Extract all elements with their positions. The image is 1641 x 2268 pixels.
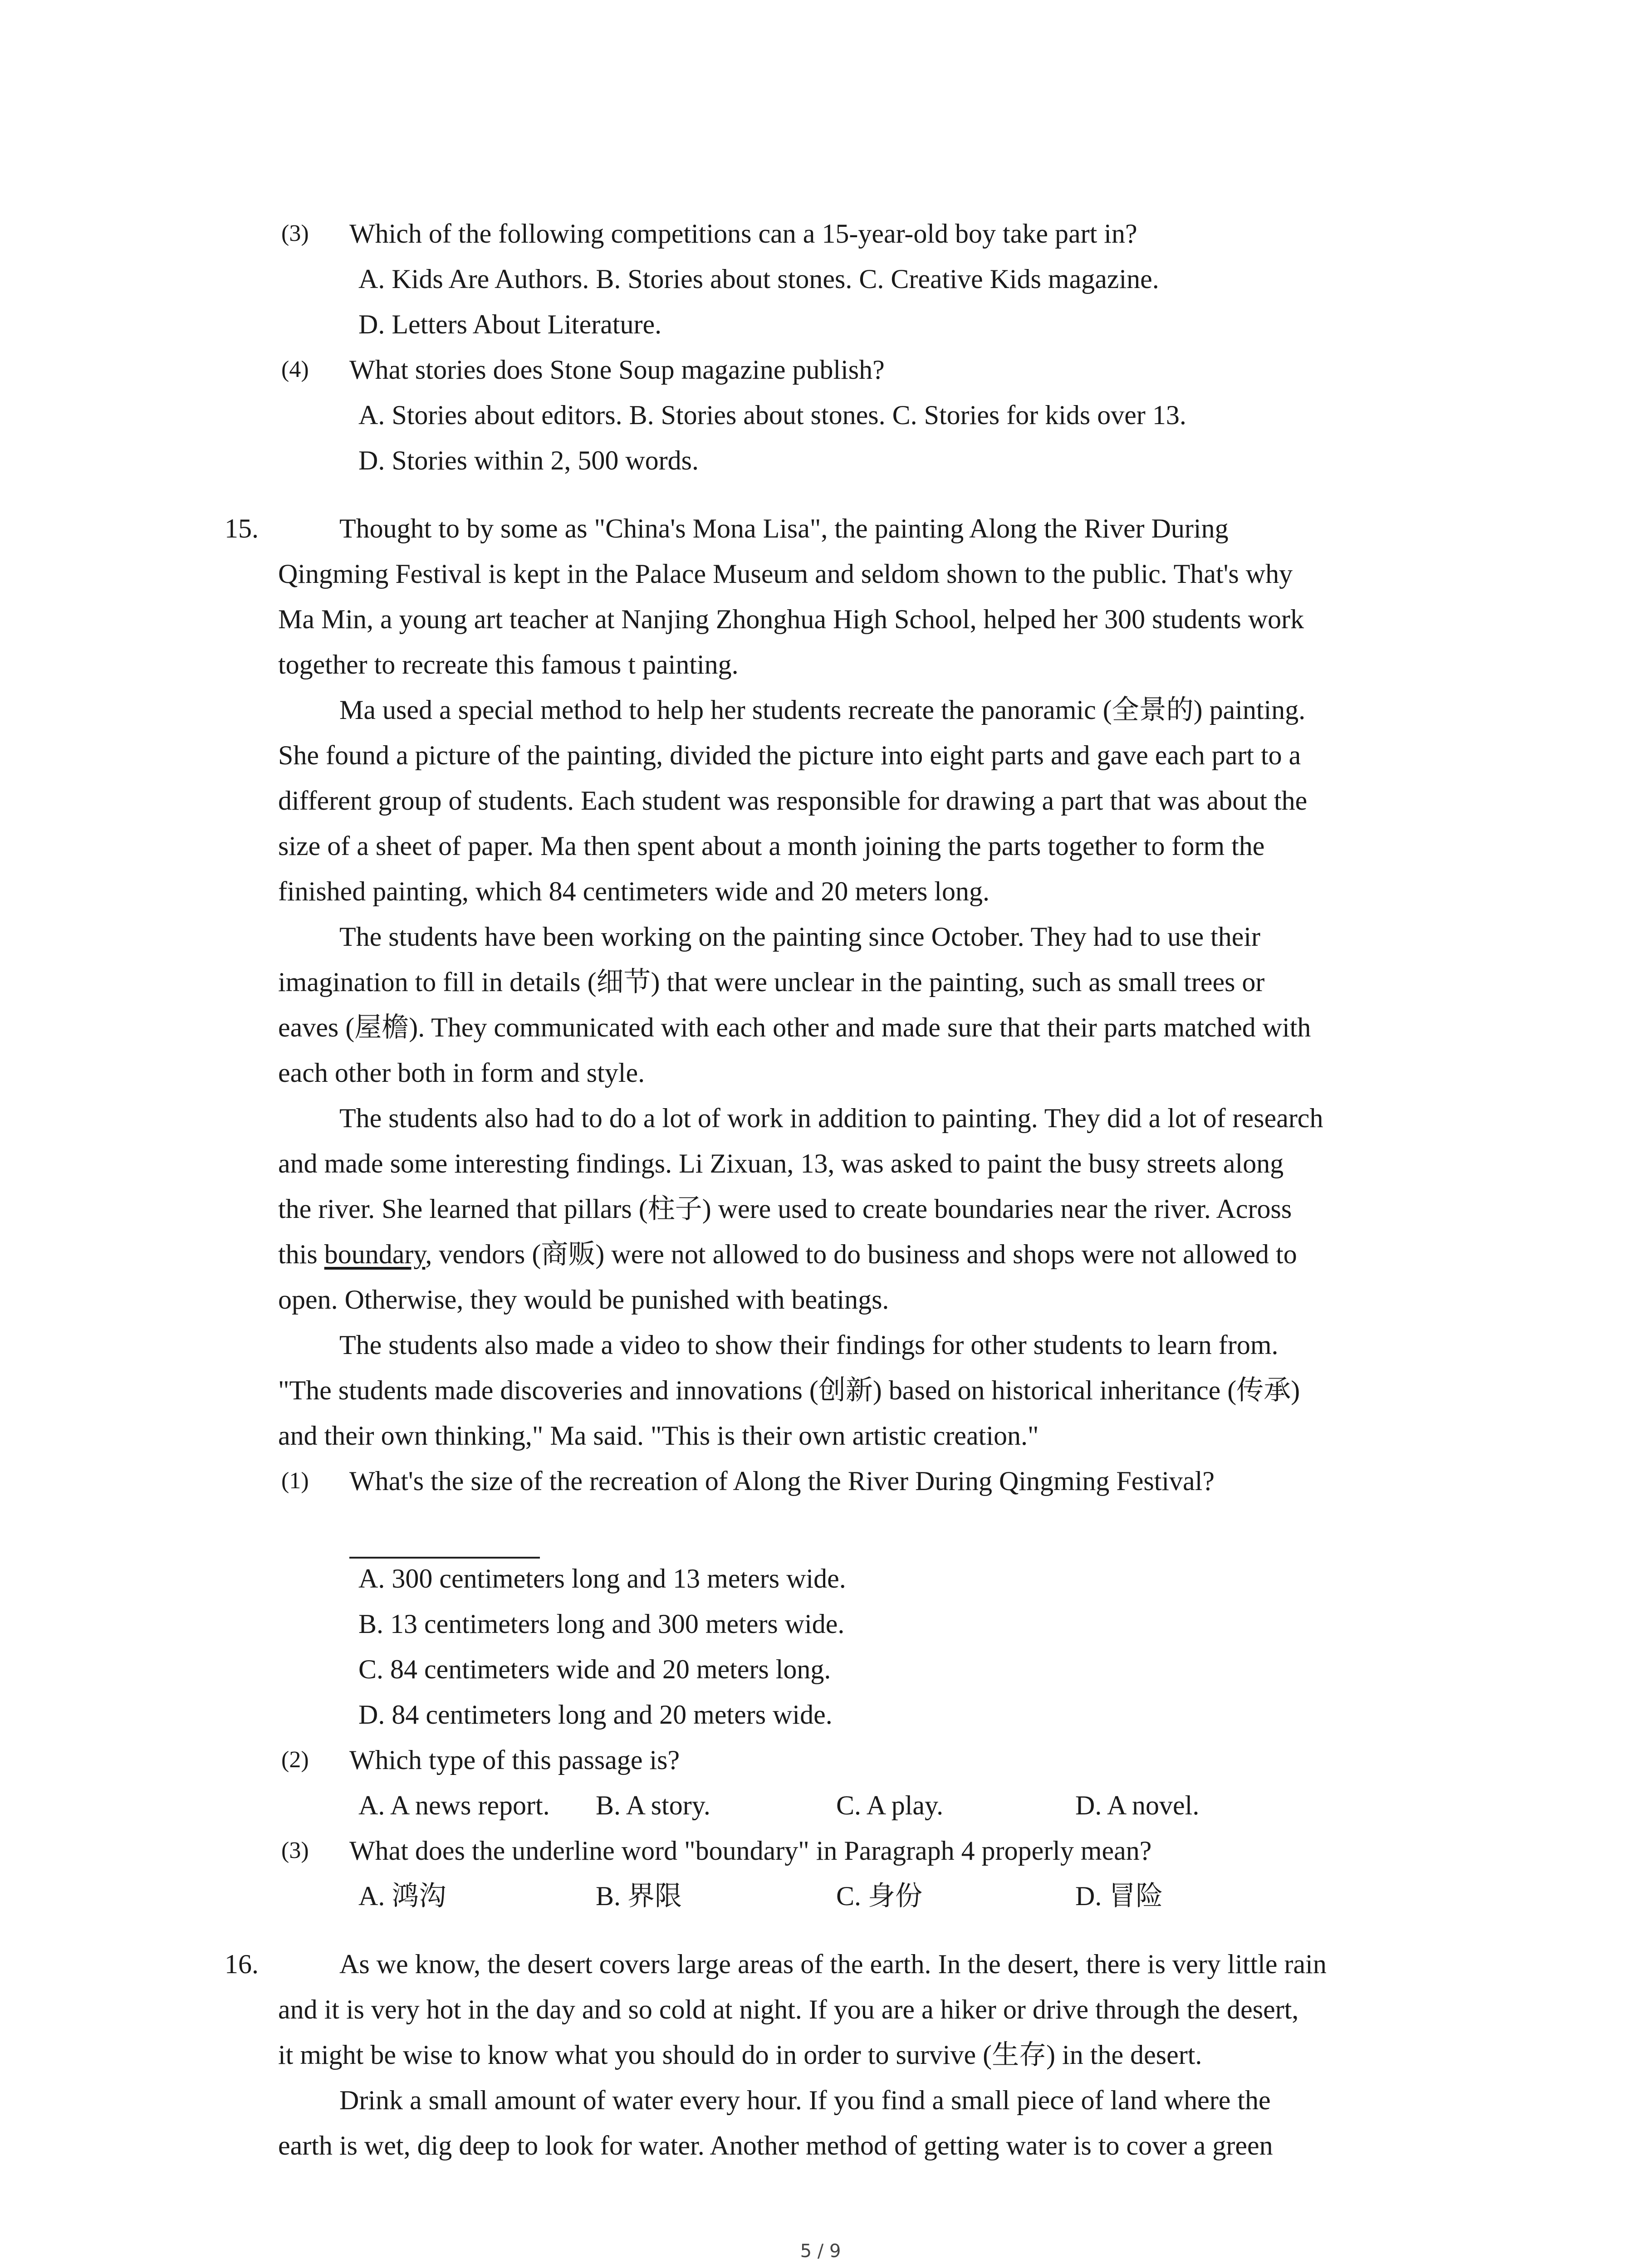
boundary-underlined-word: boundary — [324, 1239, 426, 1269]
q15-p5-line: The students also made a video to show their findings for other students to learn from. — [339, 1330, 1279, 1360]
q15-sub1-number: (1) — [281, 1468, 309, 1494]
q15-sub3-option-a: A. 鸿沟 — [358, 1881, 446, 1911]
q15-p3-line: each other both in form and style. — [278, 1058, 645, 1088]
q15-sub2-option-d: D. A novel. — [1075, 1790, 1200, 1820]
q15-p3-line: eaves (屋檐). They communicated with each other and made sure that their parts matched with — [278, 1012, 1311, 1042]
q15-sub2-option-c: C. A play. — [836, 1790, 944, 1820]
q15-p3-line: imagination to fill in details (细节) that were unclear in the painting, such as small trees or — [278, 967, 1265, 997]
q15-p2-line: She found a picture of the painting, divided the picture into eight parts and gave each part to a — [278, 740, 1301, 770]
q15-p3-line: The students have been working on the painting since October. They had to use their — [339, 922, 1261, 952]
q15-sub1-option: B. 13 centimeters long and 300 meters wide. — [358, 1609, 845, 1639]
q16-p1-line: As we know, the desert covers large areas of the earth. In the desert, there is very little rain — [339, 1949, 1327, 1979]
q15-p1-line: together to recreate this famous t painting. — [278, 650, 739, 679]
q15-sub3-question: What does the underline word "boundary" in Paragraph 4 properly mean? — [349, 1836, 1152, 1866]
q15-p4-line4-post: , vendors (商贩) were not allowed to do business and shops were not allowed to — [425, 1239, 1297, 1269]
q15-p2-line: different group of students. Each student was responsible for drawing a part that was about the — [278, 786, 1308, 816]
q16-p1-line: and it is very hot in the day and so cold at night. If you are a hiker or drive through the desert, — [278, 1994, 1299, 2024]
q15-p4-line4-pre: this — [278, 1239, 324, 1269]
q15-p2-line: size of a sheet of paper. Ma then spent about a month joining the parts together to form the — [278, 831, 1265, 861]
q14-sub4-options-line1: A. Stories about editors. B. Stories about stones. C. Stories for kids over 13. — [358, 400, 1186, 430]
q15-p1-line: Qingming Festival is kept in the Palace Museum and seldom shown to the public. That's why — [278, 559, 1293, 589]
q15-p2-line: finished painting, which 84 centimeters wide and 20 meters long. — [278, 876, 989, 906]
q15-p5-line: and their own thinking," Ma said. "This is their own artistic creation." — [278, 1421, 1039, 1451]
q15-sub3-option-b: B. 界限 — [596, 1881, 682, 1911]
q15-sub3-number: (3) — [281, 1838, 309, 1863]
q15-p4-line: and made some interesting findings. Li Zixuan, 13, was asked to paint the busy streets along — [278, 1149, 1284, 1178]
q16-p2-line: Drink a small amount of water every hour. If you find a small piece of land where the — [339, 2085, 1271, 2115]
q15-sub3-option-c: C. 身份 — [836, 1881, 923, 1911]
q15-sub1-question: What's the size of the recreation of Along the River During Qingming Festival? — [349, 1466, 1215, 1496]
q15-p1-line: Thought to by some as "China's Mona Lisa", the painting Along the River During — [339, 513, 1229, 543]
answer-blank — [349, 1557, 540, 1559]
q15-p1-line: Ma Min, a young art teacher at Nanjing Zhonghua High School, helped her 300 students work — [278, 604, 1304, 634]
q14-sub3-number: (3) — [281, 220, 309, 246]
q14-sub3-question: Which of the following competitions can a 15-year-old boy take part in? — [349, 219, 1137, 249]
q15-p4-line5: open. Otherwise, they would be punished with beatings. — [278, 1285, 889, 1315]
q16-number: 16. — [225, 1949, 259, 1979]
q14-sub3-options-line1: A. Kids Are Authors. B. Stories about stones. C. Creative Kids magazine. — [358, 264, 1159, 294]
q15-sub1-option: D. 84 centimeters long and 20 meters wide. — [358, 1700, 833, 1730]
q15-sub2-number: (2) — [281, 1747, 309, 1773]
q15-p4-line4 — [278, 1236, 1297, 1272]
q15-number: 15. — [225, 513, 259, 543]
q14-sub3-options-line2: D. Letters About Literature. — [358, 309, 662, 339]
q15-sub2-option-a: A. A news report. — [358, 1790, 550, 1820]
q15-p5-line: "The students made discoveries and innovations (创新) based on historical inheritance (传承) — [278, 1375, 1300, 1405]
q15-sub3-option-d: D. 冒险 — [1075, 1881, 1163, 1911]
q16-p2-line: earth is wet, dig deep to look for water. Another method of getting water is to cover a green — [278, 2131, 1273, 2160]
q15-p2-line: Ma used a special method to help her students recreate the panoramic (全景的) painting. — [339, 695, 1306, 725]
q14-sub4-question: What stories does Stone Soup magazine publish? — [349, 355, 885, 385]
q14-sub4-options-line2: D. Stories within 2, 500 words. — [358, 445, 699, 475]
q15-sub1-option: A. 300 centimeters long and 13 meters wide. — [358, 1564, 846, 1593]
q15-sub2-option-b: B. A story. — [596, 1790, 710, 1820]
q15-sub1-option: C. 84 centimeters wide and 20 meters long. — [358, 1654, 831, 1684]
q15-p4-line: the river. She learned that pillars (柱子) were used to create boundaries near the river. Across — [278, 1194, 1292, 1224]
q15-p4-line: The students also had to do a lot of work in addition to painting. They did a lot of research — [339, 1103, 1323, 1133]
q16-p1-line: it might be wise to know what you should do in order to survive (生存) in the desert. — [278, 2040, 1202, 2070]
q15-sub2-question: Which type of this passage is? — [349, 1745, 680, 1775]
q14-sub4-number: (4) — [281, 357, 309, 382]
page-number: 5 / 9 — [800, 2241, 841, 2262]
